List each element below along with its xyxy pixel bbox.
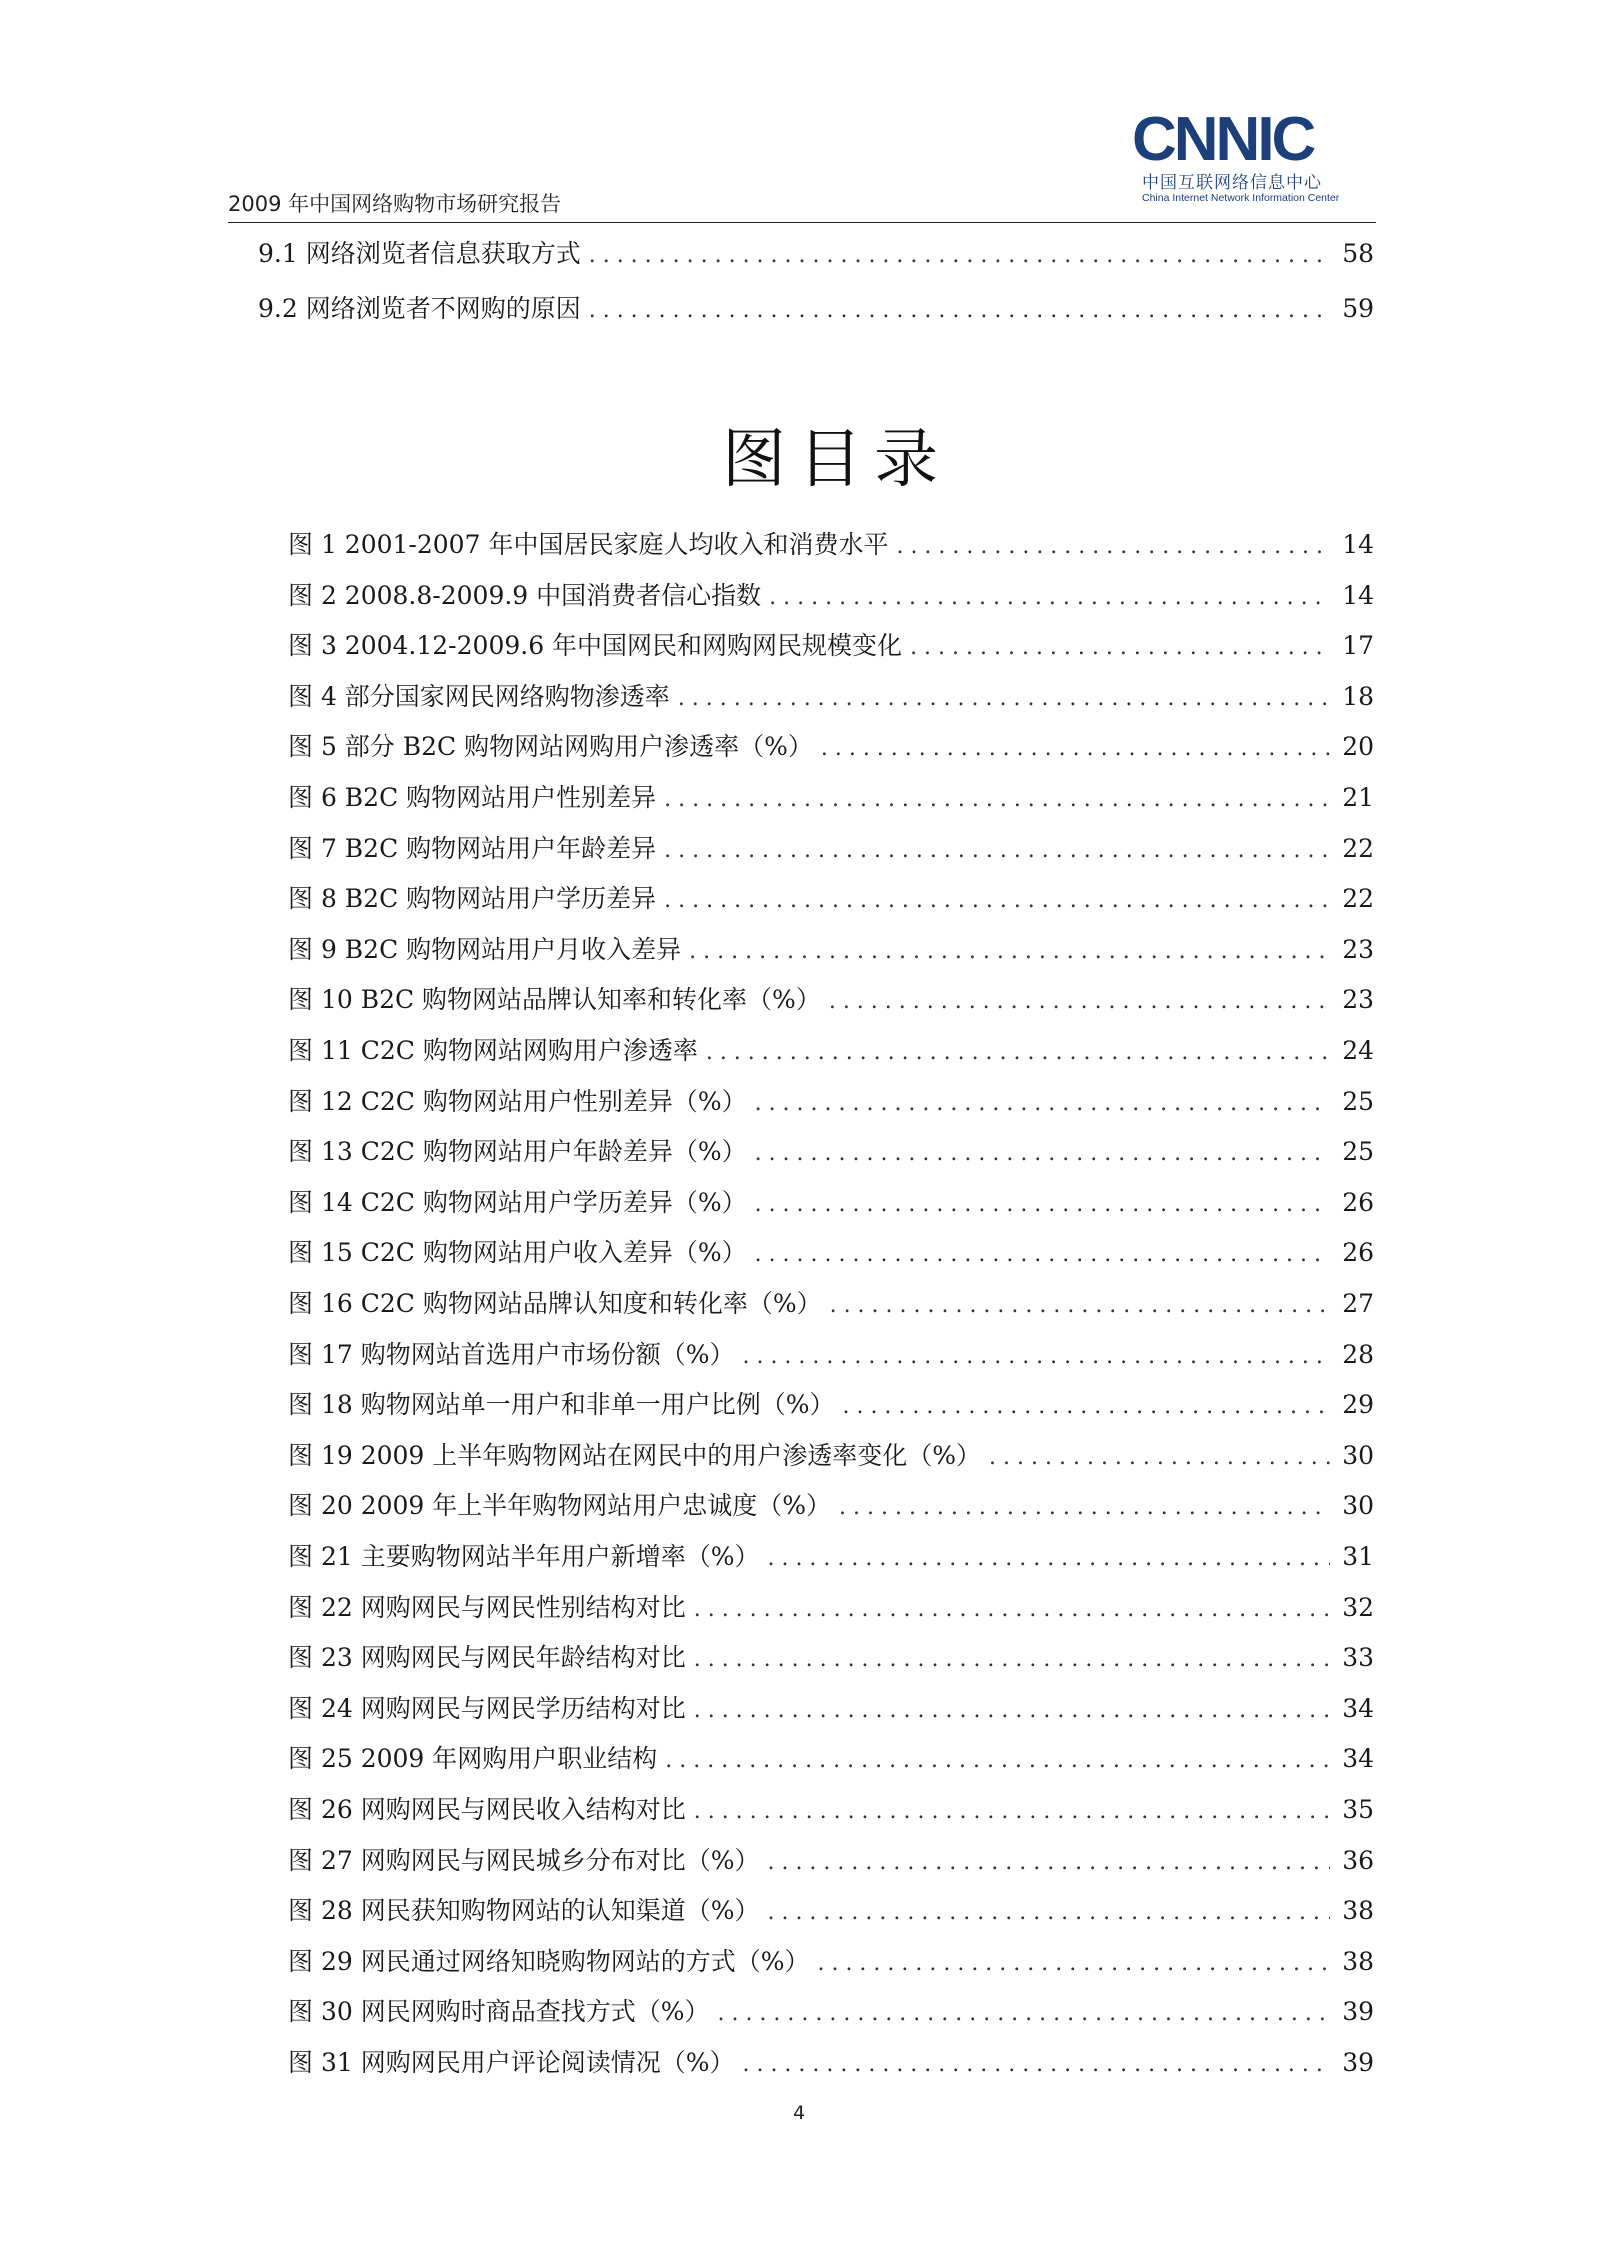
toc-entry[interactable] (288, 1338, 1374, 1374)
toc-entry-label: 图 28 网民获知购物网站的认知渠道（%） (288, 1896, 760, 1926)
toc-entry-label: 图 20 2009 年上半年购物网站用户忠诚度（%） (288, 1491, 832, 1521)
toc-entry[interactable] (288, 1540, 1374, 1576)
toc-entry[interactable] (288, 579, 1374, 615)
dot-leader (742, 2048, 1330, 2082)
toc-entry-label: 图 16 C2C 购物网站品牌认知度和转化率（%） (288, 1289, 822, 1318)
toc-entry[interactable] (288, 1034, 1374, 1070)
toc-entry-page-number: 23 (1342, 934, 1374, 964)
toc-entry-page-number: 26 (1342, 1187, 1374, 1217)
dot-leader (839, 1491, 1330, 1525)
toc-entry-label: 图 23 网购网民与网民年龄结构对比 (288, 1643, 686, 1673)
toc-entry[interactable] (288, 1236, 1374, 1272)
dot-leader (896, 530, 1330, 564)
toc-entry-label: 图 12 C2C 购物网站用户性别差异（%） (288, 1086, 747, 1116)
toc-entry-page-number: 14 (1342, 580, 1374, 610)
logo-english-name: China Internet Network Information Center (1142, 192, 1340, 204)
cnnic-wordmark-icon (1130, 108, 1355, 168)
toc-entry-page-number: 20 (1342, 732, 1374, 762)
dot-leader (694, 1593, 1330, 1627)
header-divider (228, 222, 1376, 223)
toc-entry[interactable] (288, 832, 1374, 868)
toc-entry-label: 图 8 B2C 购物网站用户学历差异 (288, 884, 657, 914)
toc-entry-label: 图 9 B2C 购物网站用户月收入差异 (288, 934, 682, 964)
toc-entry-page-number: 31 (1342, 1542, 1374, 1571)
toc-entry[interactable] (288, 730, 1374, 766)
toc-entry-label: 图 5 部分 B2C 购物网站网购用户渗透率（%） (288, 732, 813, 762)
toc-entry-page-number: 27 (1342, 1289, 1374, 1318)
toc-entry-label: 图 15 C2C 购物网站用户收入差异（%） (288, 1238, 747, 1268)
toc-entry-label: 图 25 2009 年网购用户职业结构 (288, 1744, 658, 1774)
toc-entry[interactable] (288, 1995, 1374, 2031)
dot-leader (821, 732, 1330, 766)
toc-entry[interactable] (288, 1894, 1374, 1930)
toc-entry[interactable] (288, 1591, 1374, 1627)
toc-entry-label: 图 7 B2C 购物网站用户年龄差异 (288, 833, 657, 863)
toc-entry-label: 图 1 2001-2007 年中国居民家庭人均收入和消费水平 (288, 530, 889, 559)
toc-entry[interactable] (288, 1844, 1374, 1880)
toc-entry[interactable] (288, 1641, 1374, 1677)
toc-entry-label: 图 13 C2C 购物网站用户年龄差异（%） (288, 1137, 747, 1167)
toc-entry-page-number: 58 (1342, 239, 1374, 268)
toc-entry[interactable] (288, 1085, 1374, 1121)
dot-leader (742, 1340, 1330, 1374)
toc-entry-page-number: 22 (1342, 833, 1374, 863)
dot-leader (817, 1947, 1330, 1981)
dot-leader (678, 682, 1330, 716)
toc-entry-page-number: 14 (1342, 530, 1374, 559)
toc-entry[interactable] (288, 983, 1374, 1019)
toc-entry[interactable] (288, 933, 1374, 969)
logo-chinese-name: 中国互联网络信息中心 (1142, 173, 1322, 193)
dot-leader (664, 834, 1330, 868)
dot-leader (767, 1846, 1330, 1880)
dot-leader (665, 1744, 1330, 1778)
toc-entry[interactable] (288, 1489, 1374, 1525)
dot-leader (842, 1390, 1330, 1424)
dot-leader (694, 1795, 1330, 1829)
toc-entry-page-number: 38 (1342, 1946, 1374, 1976)
toc-entry-label: 图 21 主要购物网站半年用户新增率（%） (288, 1542, 760, 1571)
toc-entry-label: 图 10 B2C 购物网站品牌认知率和转化率（%） (288, 985, 821, 1015)
toc-entry-label: 图 4 部分国家网民网络购物渗透率 (288, 681, 670, 711)
toc-entry[interactable] (288, 1388, 1374, 1424)
cnnic-logo (1120, 108, 1360, 213)
dot-leader (717, 1997, 1330, 2031)
toc-entry-label: 图 24 网购网民与网民学历结构对比 (288, 1693, 686, 1723)
toc-entry-label: 图 31 网购网民用户评论阅读情况（%） (288, 2048, 735, 2077)
dot-leader (694, 1643, 1330, 1677)
toc-entry-page-number: 25 (1342, 1086, 1374, 1116)
toc-entry[interactable] (288, 1742, 1374, 1778)
toc-entry-page-number: 18 (1342, 681, 1374, 711)
figures-heading: 图目录 (722, 423, 950, 497)
toc-entry-page-number: 34 (1342, 1693, 1374, 1723)
toc-entry[interactable] (288, 1135, 1374, 1171)
dot-leader (829, 985, 1330, 1019)
toc-entry-label: 9.1 网络浏览者信息获取方式 (258, 239, 581, 268)
toc-entry-page-number: 23 (1342, 985, 1374, 1015)
toc-entry[interactable] (288, 1692, 1374, 1728)
toc-entry-label: 图 29 网民通过网络知晓购物网站的方式（%） (288, 1946, 810, 1976)
toc-entry-page-number: 39 (1342, 1997, 1374, 2027)
dot-leader (830, 1289, 1330, 1323)
toc-entry-label: 图 14 C2C 购物网站用户学历差异（%） (288, 1187, 747, 1217)
toc-entry-label: 图 17 购物网站首选用户市场份额（%） (288, 1339, 735, 1369)
toc-entry-label: 图 3 2004.12-2009.6 年中国网民和网购网民规模变化 (288, 631, 903, 661)
dot-leader (910, 631, 1330, 665)
toc-entry-page-number: 25 (1342, 1137, 1374, 1167)
toc-entry-label: 图 18 购物网站单一用户和非单一用户比例（%） (288, 1390, 835, 1420)
toc-entry-page-number: 17 (1342, 631, 1374, 661)
toc-entry-label: 图 30 网民网购时商品查找方式（%） (288, 1997, 710, 2027)
toc-entry-label: 图 27 网购网民与网民城乡分布对比（%） (288, 1845, 760, 1875)
dot-leader (767, 1896, 1330, 1930)
toc-entry-page-number: 30 (1342, 1491, 1374, 1521)
toc-entry[interactable] (288, 2046, 1374, 2082)
toc-entry-page-number: 26 (1342, 1238, 1374, 1268)
dot-leader (694, 1694, 1330, 1728)
dot-leader (755, 1137, 1330, 1171)
toc-entry[interactable] (258, 237, 1374, 273)
toc-entry-label: 图 22 网购网民与网民性别结构对比 (288, 1592, 686, 1622)
toc-entry[interactable] (288, 528, 1374, 564)
toc-entry-label: 图 19 2009 上半年购物网站在网民中的用户渗透率变化（%） (288, 1440, 982, 1470)
toc-entry-page-number: 22 (1342, 884, 1374, 914)
toc-entry[interactable] (258, 292, 1374, 328)
dot-leader (664, 884, 1330, 918)
toc-entry-page-number: 30 (1342, 1440, 1374, 1470)
toc-entry-page-number: 32 (1342, 1592, 1374, 1622)
toc-entry-page-number: 33 (1342, 1643, 1374, 1673)
toc-entry[interactable] (288, 1793, 1374, 1829)
toc-entry-page-number: 21 (1342, 783, 1374, 812)
cnnic-wordmark-text: CNNIC (1132, 108, 1314, 168)
toc-entry-page-number: 29 (1342, 1390, 1374, 1420)
toc-entry-label: 9.2 网络浏览者不网购的原因 (258, 294, 581, 323)
dot-leader (589, 294, 1330, 328)
dot-leader (755, 1188, 1330, 1222)
dot-leader (755, 1087, 1330, 1121)
toc-entry[interactable] (288, 680, 1374, 716)
toc-entry[interactable] (288, 781, 1374, 817)
page-number: 4 (792, 2102, 806, 2124)
toc-entry-page-number: 34 (1342, 1744, 1374, 1774)
dot-leader (769, 581, 1330, 615)
toc-entry-label: 图 11 C2C 购物网站网购用户渗透率 (288, 1036, 698, 1065)
toc-entry-page-number: 38 (1342, 1896, 1374, 1926)
dot-leader (689, 935, 1330, 969)
toc-entry-page-number: 35 (1342, 1795, 1374, 1824)
toc-entry-label: 图 2 2008.8-2009.9 中国消费者信心指数 (288, 580, 762, 610)
dot-leader (989, 1441, 1330, 1475)
dot-leader (755, 1238, 1330, 1272)
dot-leader (664, 783, 1330, 817)
toc-entry[interactable] (288, 882, 1374, 918)
toc-entry-label: 图 6 B2C 购物网站用户性别差异 (288, 783, 657, 812)
dot-leader (706, 1036, 1330, 1070)
dot-leader (589, 239, 1330, 273)
toc-entry[interactable] (288, 1186, 1374, 1222)
toc-entry-page-number: 28 (1342, 1339, 1374, 1369)
toc-entry-page-number: 36 (1342, 1845, 1374, 1875)
toc-entry[interactable] (288, 1945, 1374, 1981)
toc-entry[interactable] (288, 1439, 1374, 1475)
dot-leader (767, 1542, 1330, 1576)
toc-entry-page-number: 39 (1342, 2048, 1374, 2077)
toc-entry-page-number: 24 (1342, 1036, 1374, 1065)
toc-entry-label: 图 26 网购网民与网民收入结构对比 (288, 1795, 686, 1824)
toc-entry[interactable] (288, 629, 1374, 665)
toc-entry[interactable] (288, 1287, 1374, 1323)
toc-entry-page-number: 59 (1342, 294, 1374, 323)
report-title: 2009 年中国网络购物市场研究报告 (228, 192, 562, 216)
